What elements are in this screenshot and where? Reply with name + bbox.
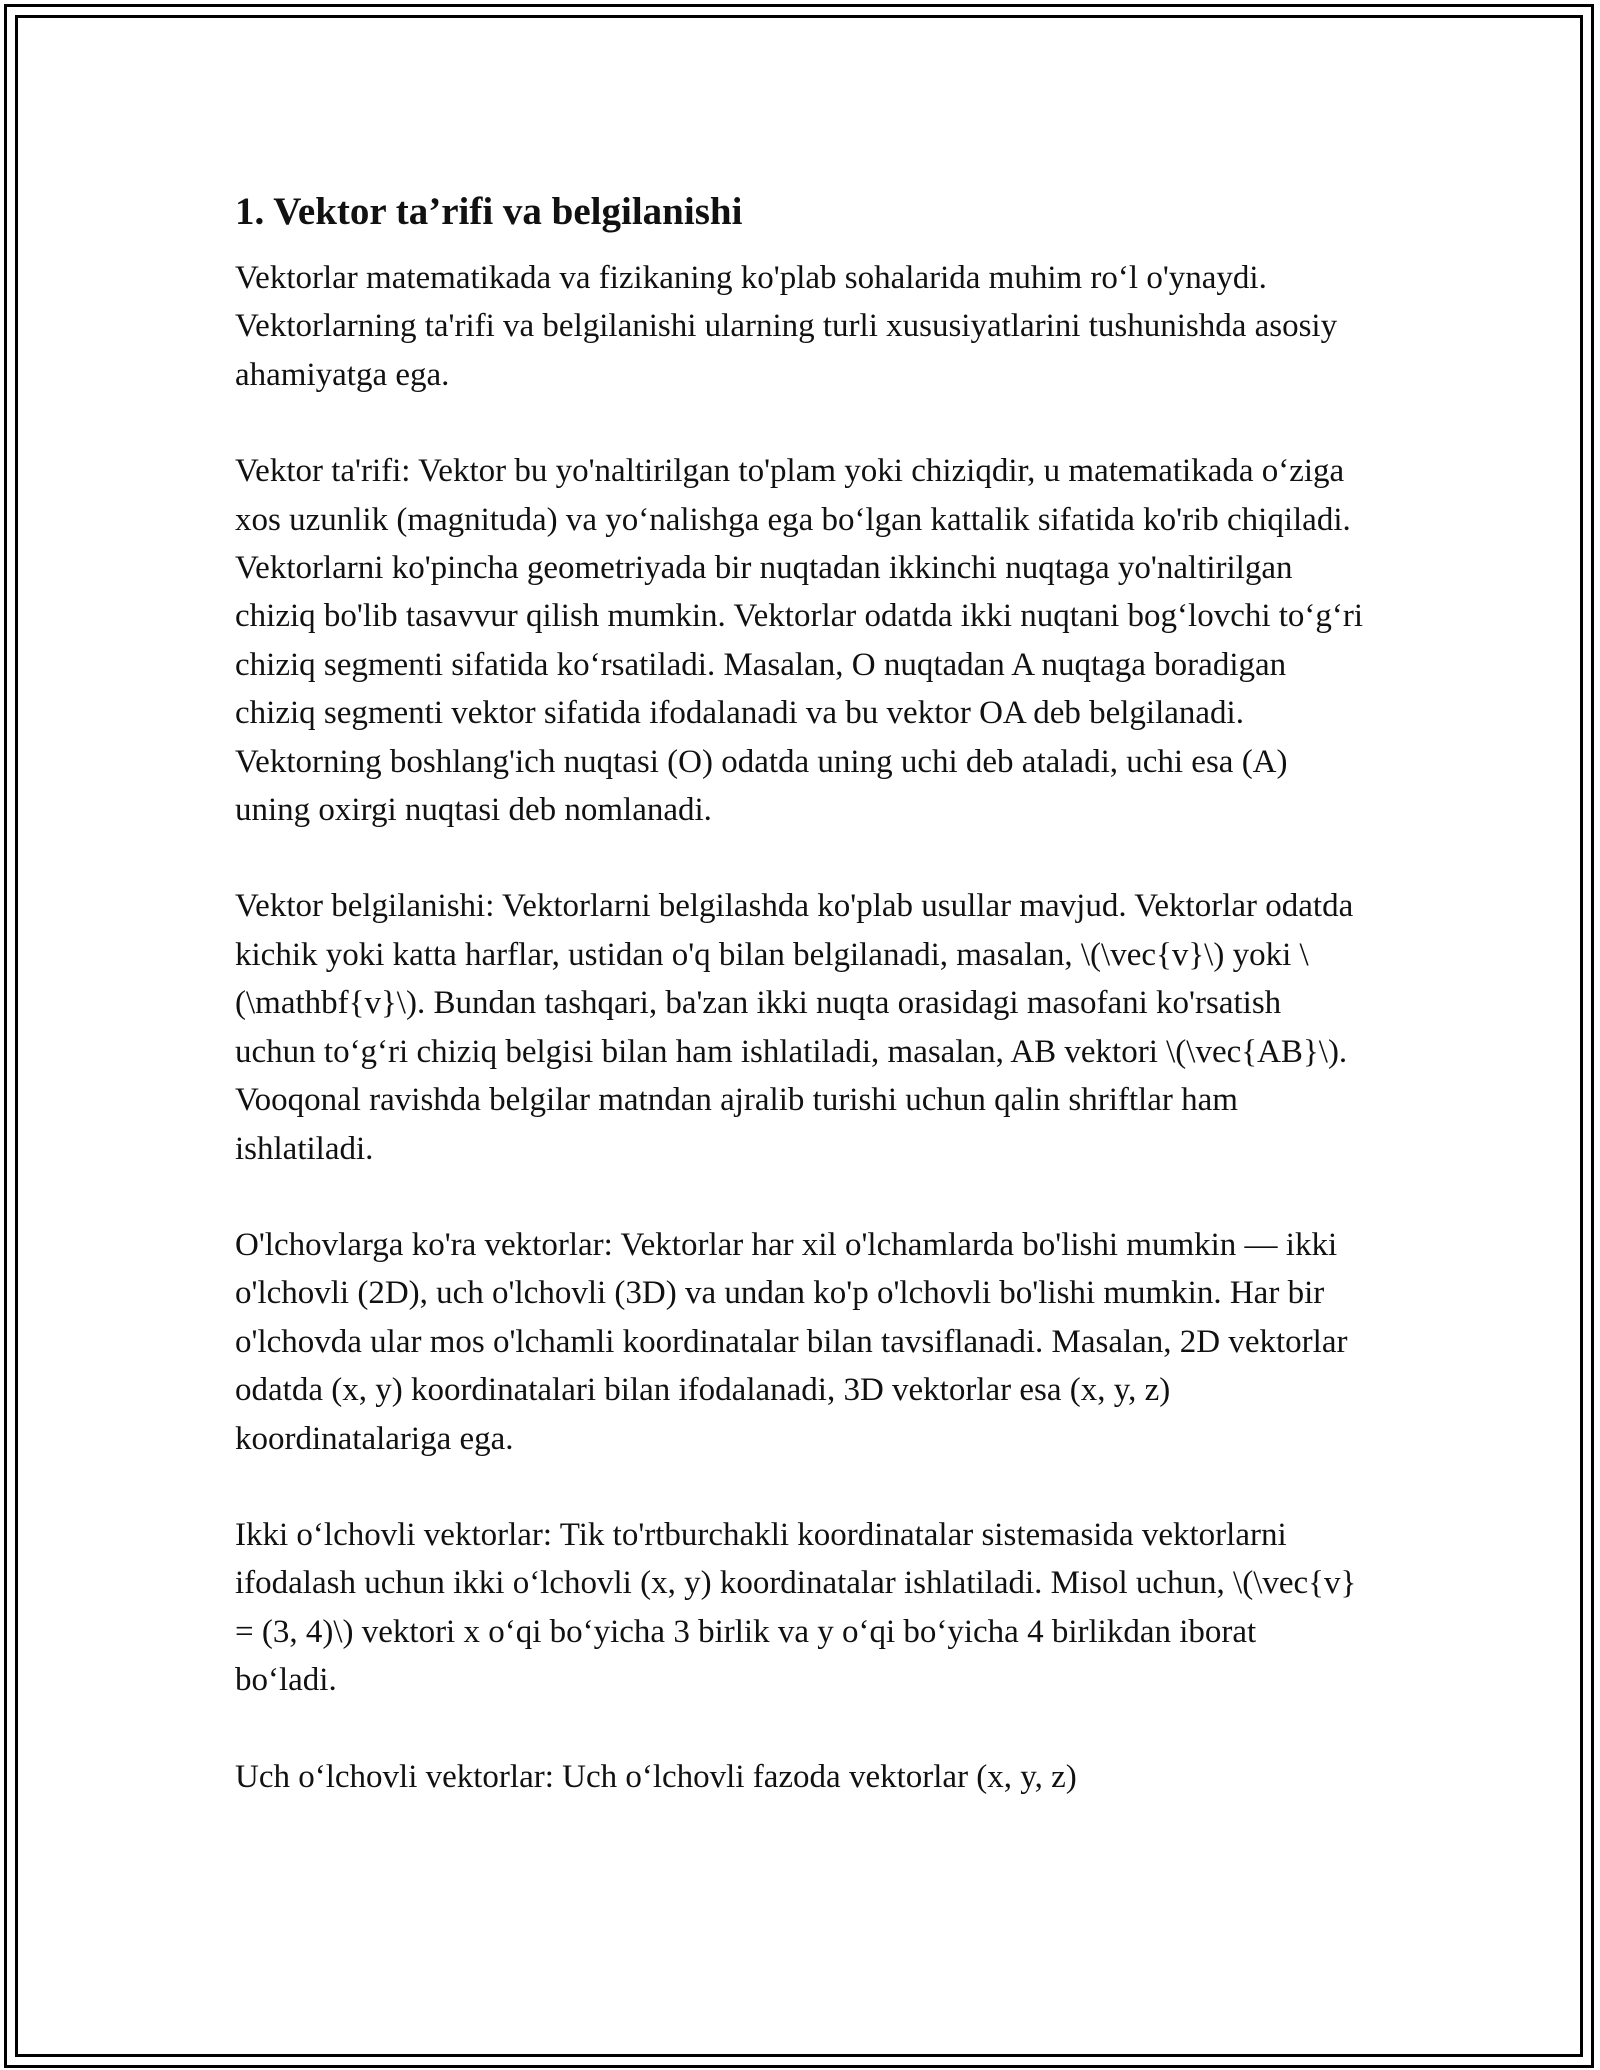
section-title: 1. Vektor ta’rifi va belgilanishi — [235, 190, 743, 233]
document-body — [235, 186, 1365, 1849]
paragraph-3d-vectors: Uch o‘lchovli vektorlar: Uch o‘lchovli fazoda vektorlar (x, y, z) — [235, 1758, 1077, 1795]
paragraph-vector-definition: Vektor ta'rifi: Vektor bu yo'naltirilgan to'plam yoki chiziqdir, u matematikada o‘ziga xos uzunlik (magnituda) va yo‘nalishga ega bo‘lgan kattalik sifatida ko'rib chiqiladi. Vektorlarni ko'pincha geometriyada bir nuqtadan ikkinchi nuqtaga yo'naltirilgan chiziq bo'lib tasavvur qilish mumkin. Vektorlar odatda ikki nuqtani bog‘lovchi to‘g‘ri chiziq segmenti sifatida ko‘rsatiladi. Masalan, O nuqtadan A nuqtaga boradigan chiziq segmenti vektor sifatida ifodalanadi va bu vektor OA deb belgilanadi. Vektorning boshlang'ich nuqtasi (O) odatda uning uchi deb ataladi, uchi esa (A) uning oxirgi nuqtasi deb nomlanadi. — [235, 453, 1364, 829]
paragraph-2d-vectors: Ikki o‘lchovli vektorlar: Tik to'rtburchakli koordinatalar sistemasida vektorlarni ifodalash uchun ikki o‘lchovli (x, y) koordinatalar ishlatiladi. Misol uchun, \(\vec{v} = (3, 4)\) vektori x o‘qi bo‘yicha 3 birlik va y o‘qi bo‘yicha 4 birlikdan iborat bo‘ladi. — [235, 1516, 1357, 1699]
paragraph-intro: Vektorlar matematikada va fizikaning ko'plab sohalarida muhim ro‘l o'ynaydi. Vektorlarning ta'rifi va belgilanishi ularning turli xususiyatlarini tushunishda asosiy ahamiyatga ega. — [235, 260, 1338, 393]
paragraph-vector-notation: Vektor belgilanishi: Vektorlarni belgilashda ko'plab usullar mavjud. Vektorlar odatda kichik yoki katta harflar, ustidan o'q bilan belgilanadi, masalan, \(\vec{v}\) yoki \(\mathbf{v}\). Bundan tashqari, ba'zan ikki nuqta orasidagi masofani ko'rsatish uchun to‘g‘ri chiziq belgisi bilan ham ishlatiladi, masalan, AB vektori \(\vec{AB}\). Vooqonal ravishda belgilar matndan ajralib turishi uchun qalin shriftlar ham ishlatiladi. — [235, 888, 1354, 1167]
paragraph-vector-dimensions: O'lchovlarga ko'ra vektorlar: Vektorlar har xil o'lchamlarda bo'lishi mumkin — ikki o'lchovli (2D), uch o'lchovli (3D) va undan ko'p o'lchovli bo'lishi mumkin. Har bir o'lchovda ular mos o'lchamli koordinatalar bilan tavsiflanadi. Masalan, 2D vektorlar odatda (x, y) koordinatalari bilan ifodalanadi, 3D vektorlar esa (x, y, z) koordinatalariga ega. — [235, 1226, 1348, 1457]
